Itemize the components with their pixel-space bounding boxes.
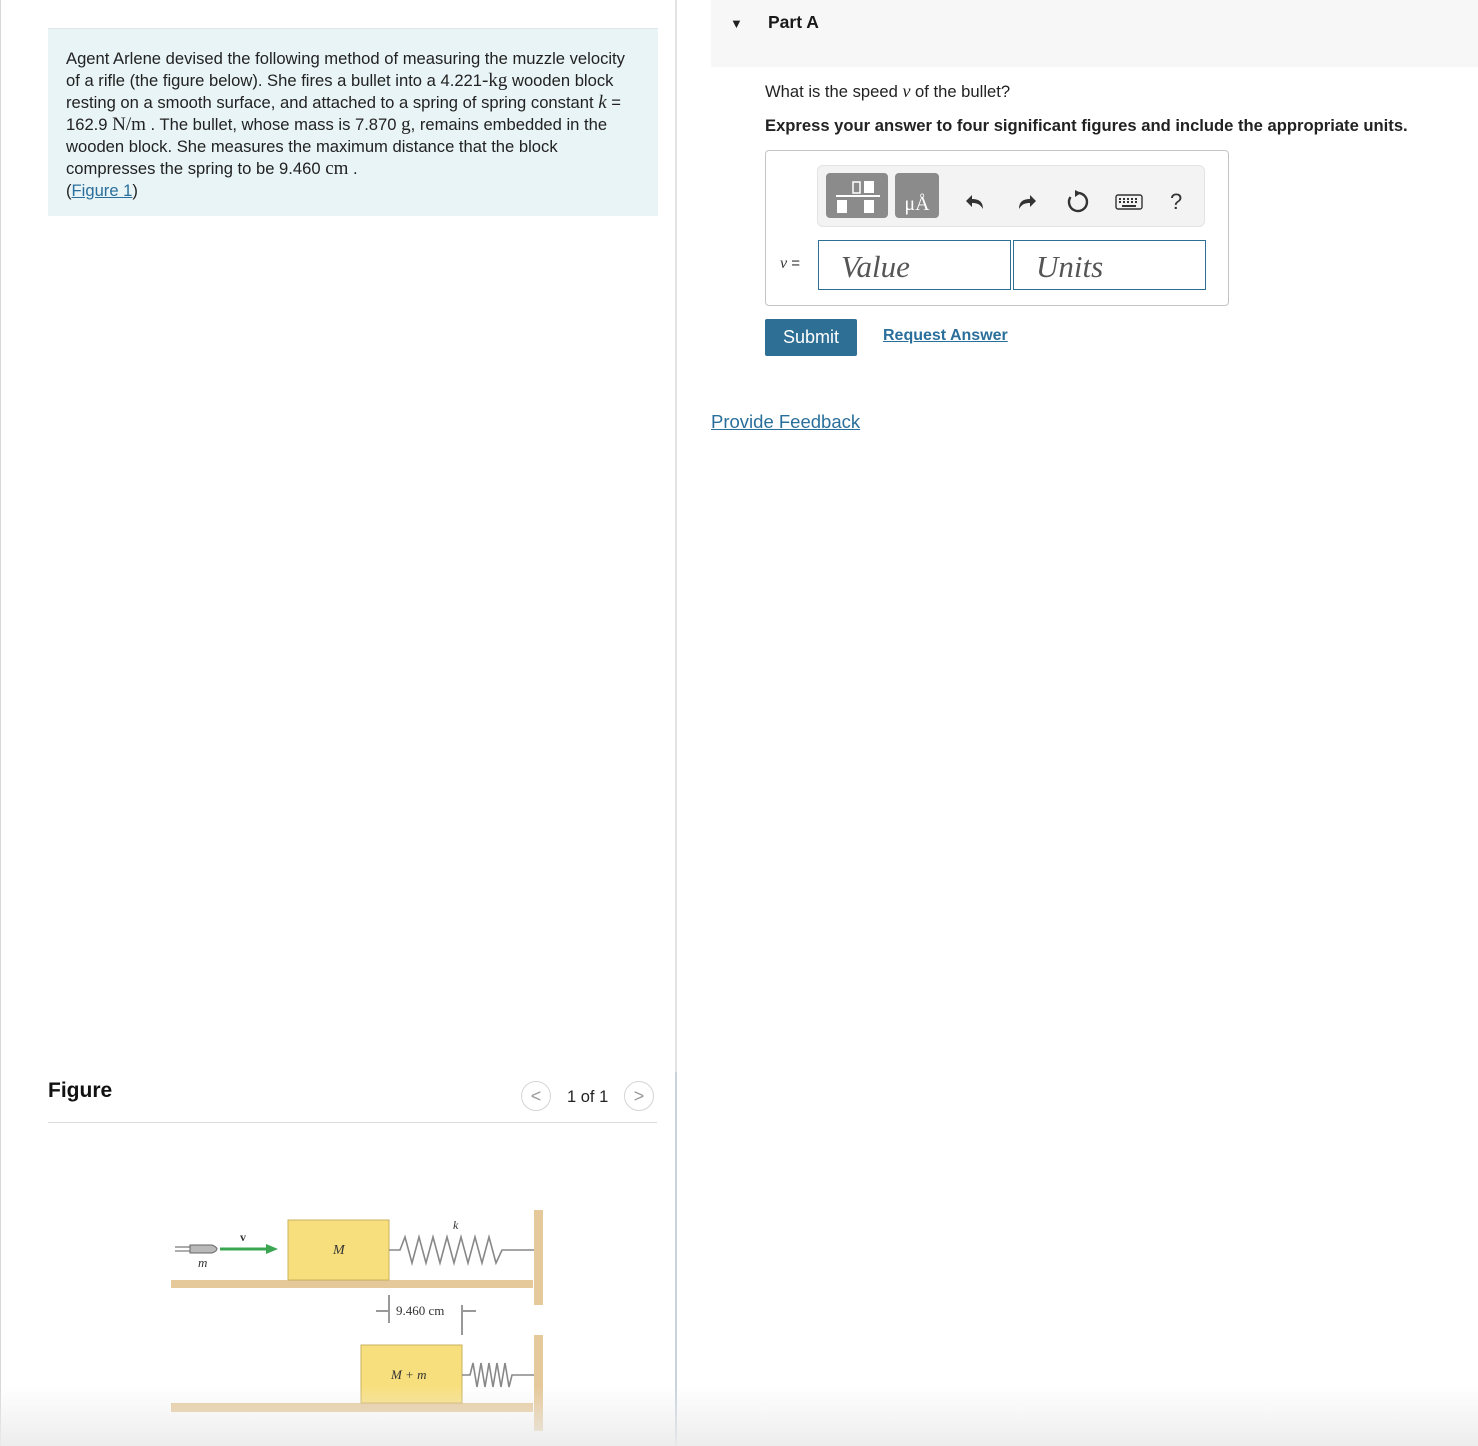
part-a-header[interactable] <box>711 0 1478 67</box>
template-button[interactable] <box>826 173 888 218</box>
question-variable: v <box>902 81 911 101</box>
distance-label: 9.460 cm <box>396 1303 445 1318</box>
part-title[interactable]: Part A <box>768 12 819 32</box>
units-input[interactable] <box>1013 240 1206 290</box>
equals-sign: = <box>787 255 801 272</box>
reset-button[interactable] <box>1064 188 1092 216</box>
bullet-mass-unit: g <box>401 114 411 135</box>
problem-statement-box <box>48 28 658 216</box>
figure-divider <box>48 1122 657 1123</box>
figure-link-open: ( <box>66 181 72 200</box>
problem-text <box>66 48 626 202</box>
floor-top <box>171 1280 533 1288</box>
block-mass-unit: -kg <box>482 70 508 91</box>
figure-link-close: ) <box>132 181 138 200</box>
figure-title: Figure <box>48 1079 113 1102</box>
spring-constant-symbol: k <box>598 92 607 113</box>
provide-feedback-link[interactable]: Provide Feedback <box>711 411 861 432</box>
variable-label <box>780 255 800 273</box>
figure-pager-text: 1 of 1 <box>567 1088 609 1106</box>
wall-top <box>534 1210 543 1305</box>
bottom-shadow <box>0 1386 1478 1446</box>
submit-button[interactable]: Submit <box>765 319 857 356</box>
chevron-right-icon: > <box>633 1085 645 1106</box>
spring-constant-unit: N/m <box>112 114 146 135</box>
combined-mass-label: M + m <box>391 1367 427 1382</box>
question-prefix: What is the speed <box>765 82 903 101</box>
template-icon <box>826 173 888 218</box>
units-icon: μÅ <box>904 193 930 215</box>
collapse-caret-icon[interactable]: ▼ <box>730 16 743 31</box>
variable-symbol: v <box>780 255 788 272</box>
keyboard-icon <box>1115 194 1143 210</box>
problem-text-2: wooden block resting on a smooth surface, and attached to a spring of spring constant <box>66 71 614 112</box>
help-button[interactable] <box>1170 189 1182 215</box>
instruction-text: Express your answer to four significant figures and include the appropriate units. <box>765 116 1408 135</box>
bullet-mass-label: m <box>198 1255 208 1270</box>
undo-icon <box>963 190 987 214</box>
problem-text-6: . <box>348 159 358 178</box>
prev-figure-button[interactable] <box>521 1081 551 1111</box>
block-mass: 4.221 <box>440 71 483 90</box>
spring-compressed <box>462 1363 534 1387</box>
help-icon: ? <box>1170 189 1183 214</box>
request-answer-link[interactable]: Request Answer <box>883 327 1008 344</box>
distance-unit: cm <box>325 158 349 179</box>
units-button[interactable] <box>895 173 939 218</box>
block-mass-label: M <box>333 1243 345 1258</box>
question-suffix: of the bullet? <box>910 82 1011 101</box>
spring-extended <box>389 1237 534 1263</box>
problem-text-4: . The bullet, whose mass is 7.870 <box>145 115 402 134</box>
figure-link[interactable]: Figure 1 <box>71 181 133 200</box>
redo-button[interactable] <box>1013 188 1041 216</box>
question-text <box>765 81 1010 102</box>
velocity-label: v⃗ <box>240 1230 256 1244</box>
spring-constant-label: k <box>453 1218 459 1232</box>
undo-button[interactable] <box>961 188 989 216</box>
bullet-icon <box>175 1245 217 1253</box>
velocity-arrowhead <box>266 1244 278 1254</box>
reset-icon <box>1065 189 1091 215</box>
problem-text-5: , remains embedded in the wooden block. She measures the maximum distance that the block compresses the spring to be 9.460 <box>66 115 608 178</box>
keyboard-button[interactable] <box>1115 188 1143 216</box>
left-border <box>0 0 1 1446</box>
problem-text-3: = 162.9 <box>66 93 621 134</box>
redo-icon <box>1015 190 1039 214</box>
value-input[interactable] <box>818 240 1011 290</box>
problem-text-1: Agent Arlene devised the following method of measuring the muzzle velocity of a rifle (the figure below). She fires a bullet into a <box>66 49 625 90</box>
next-figure-button[interactable] <box>624 1081 654 1111</box>
chevron-left-icon: < <box>530 1085 542 1106</box>
